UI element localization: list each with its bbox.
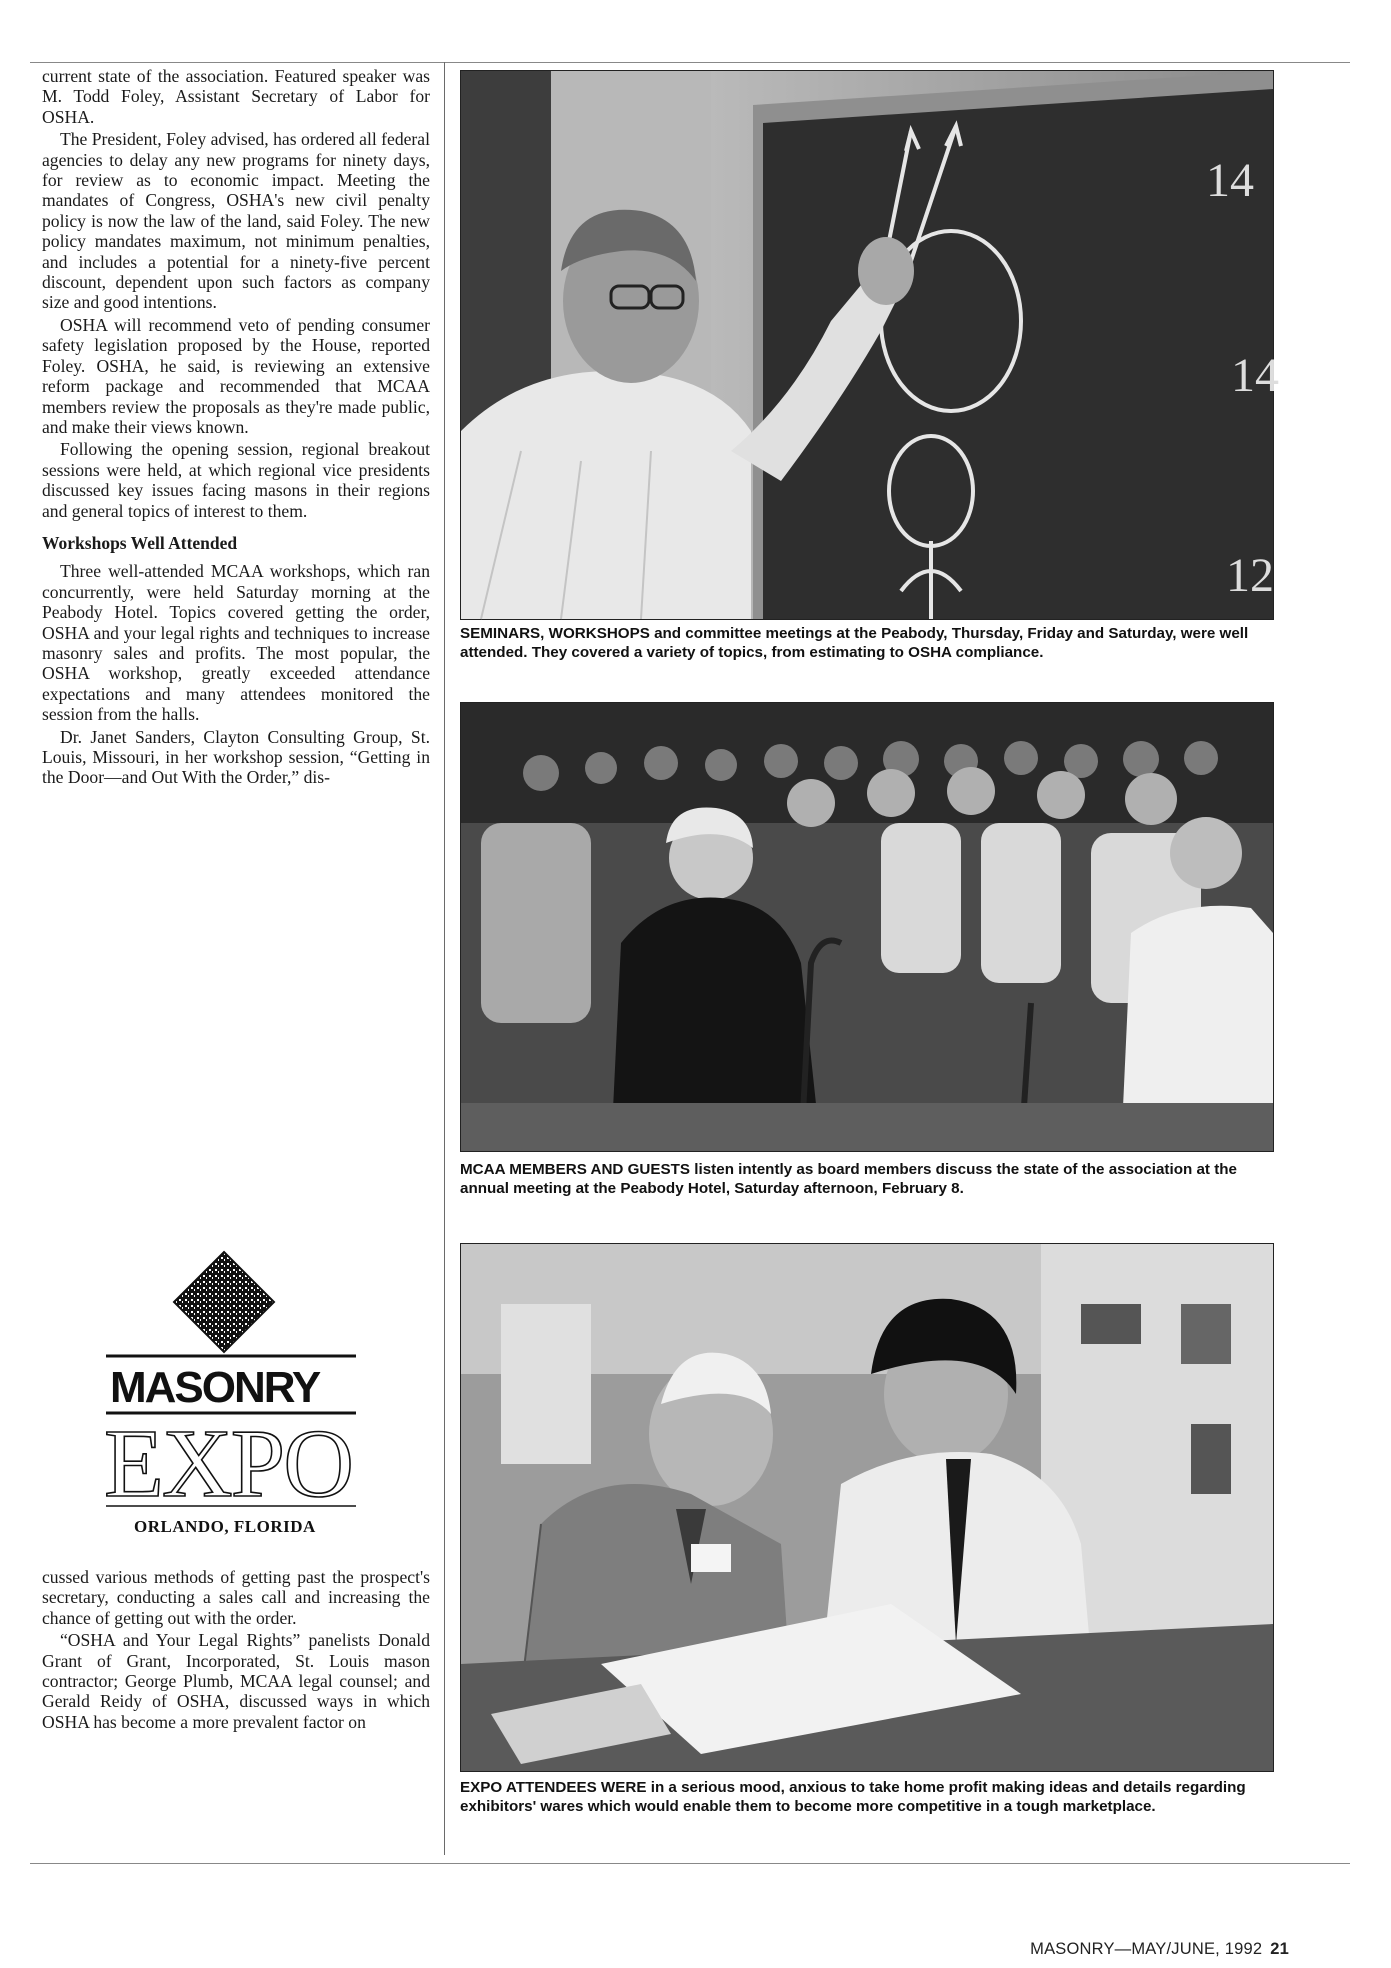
logo-location: ORLANDO, FLORIDA — [134, 1517, 316, 1536]
article-text-top — [42, 66, 430, 790]
caption-text: listen intently as board members discuss the state of the association at the annual meeting at the Peabody Hotel, Saturday afternoon, February 8. — [460, 1161, 1237, 1197]
page-number: 21 — [1270, 1940, 1289, 1958]
caption-text: in a serious mood, anxious to take home profit making ideas and details regarding exhibitors' wares which would enable them to become more competitive in a tough marketplace. — [460, 1779, 1246, 1815]
board-number: 14 — [1231, 349, 1279, 402]
paragraph: “OSHA and Your Legal Rights” panelists Donald Grant of Grant, Incorporated, St. Louis mason contractor; George Plumb, MCAA legal counsel; and Gerald Reidy of OSHA, discussed ways in which OSHA has become a more prevalent factor on — [42, 1630, 430, 1732]
paragraph: current state of the association. Featured speaker was M. Todd Foley, Assistant Secretary of Labor for OSHA. — [42, 66, 430, 127]
paragraph: Following the opening session, regional breakout sessions were held, at which regional vice presidents discussed key issues facing masons in their regions and general topics of interest to them. — [42, 439, 430, 521]
diamond-icon — [174, 1252, 274, 1352]
caption-seminar — [460, 624, 1275, 662]
column-divider — [444, 62, 445, 1855]
photo-seminar — [460, 70, 1279, 620]
photo-audience — [460, 702, 1274, 1152]
masonry-expo-logo — [106, 1250, 356, 1540]
section-heading: Workshops Well Attended — [42, 532, 238, 553]
paragraph: OSHA will recommend veto of pending consumer safety legislation proposed by the House, reported Foley. OSHA, he said, is reviewing an extensive reform package and recommended that MCAA members review the proposals as they're made public, and make their views known. — [42, 314, 430, 437]
caption-lead: EXPO ATTENDEES WERE — [460, 1779, 647, 1796]
caption-expo — [460, 1778, 1275, 1816]
logo-title: MASONRY — [110, 1363, 320, 1412]
paragraph: Three well-attended MCAA workshops, which ran concurrently, were held Saturday morning at the Peabody Hotel. Topics covered getting the order, OSHA and your legal rights and techniques to increase masonry sales and profits. The most popular, the OSHA workshop, greatly exceeded attendance expectations and many attendees monitored the session from the halls. — [42, 561, 430, 725]
article-text-bottom — [42, 1567, 430, 1734]
logo-subtitle: EXPO — [104, 1410, 352, 1518]
board-number: 14 — [1206, 154, 1254, 207]
caption-text: and committee meetings at the Peabody, Thursday, Friday and Saturday, were well attended. They covered a variety of topics, from estimating to OSHA compliance. — [460, 625, 1249, 661]
publication-info: MASONRY—MAY/JUNE, 1992 — [1030, 1940, 1263, 1958]
board-number: 12 — [1226, 549, 1274, 602]
paragraph: Dr. Janet Sanders, Clayton Consulting Group, St. Louis, Missouri, in her workshop session, “Getting in the Door—and Out With the Order,” dis- — [42, 726, 430, 788]
caption-audience — [460, 1160, 1275, 1198]
paragraph: The President, Foley advised, has ordered all federal agencies to delay any new programs for ninety days, for review as to economic impact. Meeting the mandates of Congress, OSHA's new civil penalty policy is now the law of the land, said Foley. The new policy mandates maximum, not minimum penalties, and includes a potential for a ninety-five percent discount, dependent upon such factors as company size and good intentions. — [42, 129, 430, 313]
caption-lead: SEMINARS, WORKSHOPS — [460, 625, 650, 642]
photo-expo — [460, 1243, 1274, 1772]
caption-lead: MCAA MEMBERS AND GUESTS — [460, 1161, 691, 1178]
page-footer — [1030, 1940, 1289, 1959]
paragraph: cussed various methods of getting past the prospect's secretary, conducting a sales call and increasing the chance of getting out with the order. — [42, 1567, 430, 1628]
